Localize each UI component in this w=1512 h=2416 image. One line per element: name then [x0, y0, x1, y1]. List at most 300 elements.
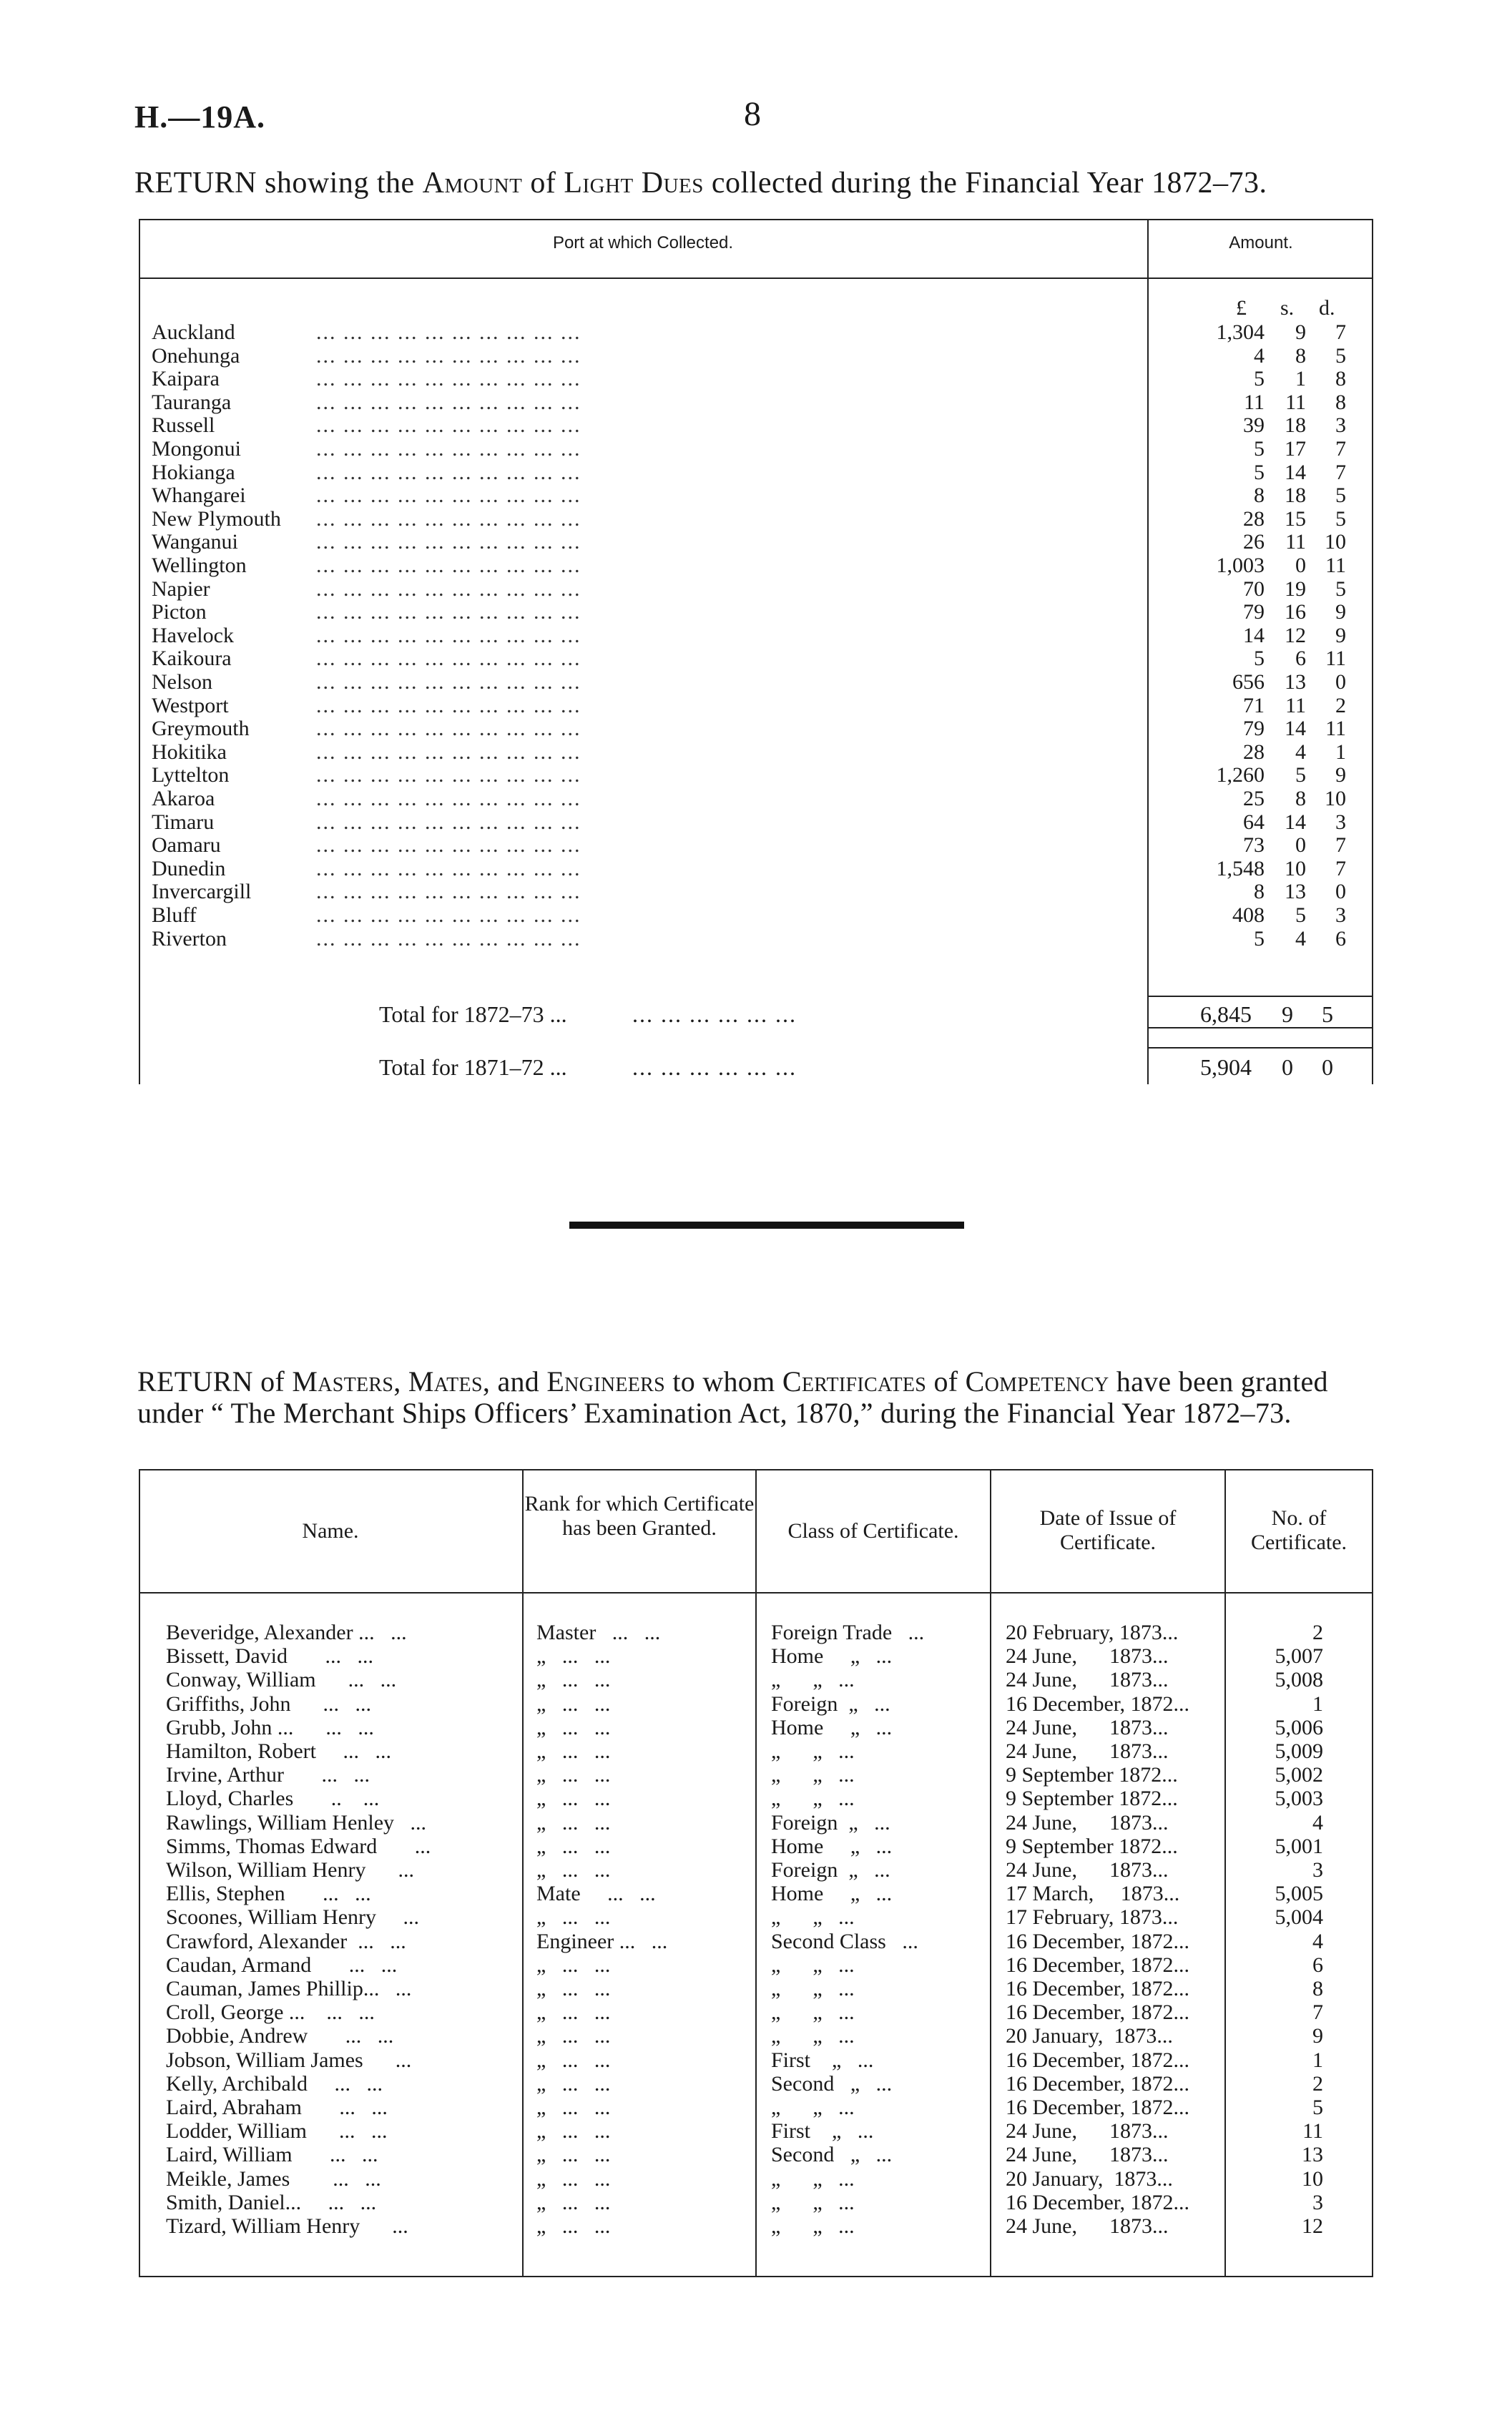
leader-dots: ... ... ... ... ... ... ... ... ... ...	[316, 623, 581, 647]
holder-name: Lloyd, Charles .. ...	[166, 1787, 380, 1811]
issue-date: 24 June, 1873...	[1006, 1715, 1169, 1739]
amount-shillings: 4	[1295, 740, 1306, 764]
certificate-row	[139, 1953, 1373, 1976]
page-number: 8	[744, 95, 761, 133]
certificate-class: „ „ ...	[771, 1668, 855, 1692]
amount-shillings: 0	[1295, 554, 1306, 577]
certificate-row	[139, 1930, 1373, 1953]
certificate-row	[139, 1621, 1373, 1644]
amount-shillings: 17	[1285, 437, 1306, 461]
holder-name: Hamilton, Robert ... ...	[166, 1739, 391, 1763]
pence-unit: d.	[1319, 296, 1335, 320]
port-name: Mongonui	[152, 437, 242, 461]
port-name: Oamaru	[152, 833, 221, 858]
amount-shillings: 16	[1285, 600, 1306, 624]
amount-pence: 3	[1335, 413, 1346, 438]
holder-name: Scoones, William Henry ...	[166, 1905, 420, 1930]
certificate-number: 11	[1302, 2119, 1323, 2144]
issue-date: 24 June, 1873...	[1006, 2214, 1169, 2238]
certificate-row	[139, 2000, 1373, 2023]
port-name: Wanganui	[152, 530, 238, 554]
port-row	[152, 740, 1368, 763]
total-1872-shillings: 9	[1282, 1001, 1293, 1027]
certificate-number: 5,003	[1275, 1787, 1323, 1811]
issue-date: 20 February, 1873...	[1006, 1621, 1179, 1644]
total-1871-pounds: 5,904	[1200, 1054, 1252, 1080]
issue-date: 24 June, 1873...	[1006, 1810, 1169, 1835]
rank: „ ... ...	[536, 1977, 611, 2000]
amount-pence: 7	[1335, 460, 1346, 484]
certificate-class: Foreign „ ...	[771, 1691, 890, 1716]
rank: „ ... ...	[536, 2024, 611, 2048]
amount-pounds: 11	[1244, 390, 1265, 414]
amount-pounds: 14	[1243, 623, 1265, 647]
rank: „ ... ...	[536, 1953, 611, 1977]
issue-date: 20 January, 1873...	[1006, 2166, 1173, 2191]
amount-pence: 3	[1335, 810, 1346, 834]
port-row	[152, 833, 1368, 856]
port-row	[152, 903, 1368, 926]
port-name: Bluff	[152, 903, 197, 927]
issue-date: 24 June, 1873...	[1006, 1644, 1169, 1669]
holder-name: Conway, William ... ...	[166, 1668, 397, 1692]
certificate-class: Home „ ...	[771, 1715, 893, 1739]
leader-dots: ... ... ... ... ... ... ... ... ... ...	[316, 460, 581, 484]
amount-pounds: 39	[1243, 413, 1265, 438]
rank: „ ... ...	[536, 1691, 611, 1716]
leader-dots: ... ... ... ... ... ... ... ... ... ...	[316, 530, 581, 554]
port-row	[152, 927, 1368, 950]
certificate-class: „ „ ...	[771, 2024, 855, 2048]
total-rule	[1149, 1047, 1372, 1049]
certificate-row	[139, 2119, 1373, 2142]
amount-shillings: 13	[1285, 670, 1306, 694]
leader-dots: ... ... ... ... ... ... ... ... ... ...	[316, 390, 581, 414]
amount-pounds: 28	[1243, 740, 1265, 764]
issue-date: 17 March, 1873...	[1006, 1882, 1180, 1906]
rank: Master ... ...	[536, 1621, 661, 1644]
certificate-row	[139, 1905, 1373, 1928]
total-rule	[1149, 996, 1372, 997]
amount-pounds: 5	[1254, 437, 1265, 461]
port-row	[152, 647, 1368, 669]
certificate-number: 1	[1312, 1691, 1323, 1716]
amount-pounds: 1,304	[1216, 320, 1265, 344]
amount-pounds: 1,003	[1216, 554, 1265, 577]
rank: „ ... ...	[536, 2000, 611, 2025]
amount-shillings: 6	[1295, 647, 1306, 671]
issue-date: 16 December, 1872...	[1006, 2071, 1190, 2096]
certificate-row	[139, 1739, 1373, 1762]
amount-pounds: 64	[1243, 810, 1265, 834]
amount-pounds: 1,260	[1216, 763, 1265, 787]
port-name: Invercargill	[152, 880, 252, 904]
document-reference: H.—19A.	[134, 99, 265, 134]
rank: „ ... ...	[536, 2214, 611, 2238]
port-row	[152, 461, 1368, 483]
certificate-number: 10	[1302, 2166, 1323, 2191]
rank: „ ... ...	[536, 1668, 611, 1692]
amount-shillings: 5	[1295, 763, 1306, 787]
port-name: Napier	[152, 576, 210, 601]
amount-pence: 9	[1335, 763, 1346, 787]
amount-pence: 7	[1335, 833, 1346, 858]
leader-dots: ... ... ... ... ... ... ... ... ... ...	[316, 506, 581, 531]
certificate-number: 8	[1312, 1977, 1323, 2000]
certificate-class: Second „ ...	[771, 2143, 893, 2167]
table-border	[1372, 219, 1373, 1084]
certificates-title: RETURN of Masters, Mates, and Engineers to whom Certificates of Competency have been granted under “ The Merchant Ships Officers’ Examination Act, 1870,” during the Financial Year 1872–73.	[137, 1365, 1328, 1429]
amount-pounds: 5	[1254, 460, 1265, 484]
port-row	[152, 600, 1368, 623]
amount-pence: 1	[1335, 740, 1346, 764]
leader-dots: ... ... ... ... ... ... ... ... ... ...	[316, 740, 581, 764]
amount-pounds: 73	[1243, 833, 1265, 858]
port-row	[152, 763, 1368, 786]
amount-pence: 10	[1325, 787, 1346, 810]
column-header-name: Name.	[302, 1519, 359, 1543]
amount-shillings: 9	[1295, 320, 1306, 344]
amount-pence: 7	[1335, 437, 1346, 461]
holder-name: Cauman, James Phillip... ...	[166, 1977, 412, 2000]
certificate-number: 4	[1312, 1929, 1323, 1953]
holder-name: Laird, Abraham ... ...	[166, 2096, 388, 2119]
holder-name: Wilson, William Henry ...	[166, 1858, 414, 1882]
certificate-class: „ „ ...	[771, 2000, 855, 2025]
certificate-class: „ „ ...	[771, 1953, 855, 1977]
holder-name: Lodder, William ... ...	[166, 2119, 388, 2144]
certificate-class: First „ ...	[771, 2048, 874, 2072]
certificate-number: 5,002	[1275, 1763, 1323, 1787]
amount-pounds: 656	[1232, 670, 1265, 694]
rank: „ ... ...	[536, 2190, 611, 2214]
certificate-number: 4	[1312, 1810, 1323, 1835]
certificate-row	[139, 1858, 1373, 1881]
amount-shillings: 12	[1285, 623, 1306, 647]
certificate-class: Home „ ...	[771, 1644, 893, 1669]
total-1872-label: Total for 1872–73 ...	[379, 1001, 567, 1027]
port-name: Auckland	[152, 320, 235, 344]
issue-date: 24 June, 1873...	[1006, 2119, 1169, 2144]
certificate-class: Home „ ...	[771, 1834, 893, 1858]
leader-dots: ... ... ... ... ... ... ... ... ... ...	[316, 693, 581, 717]
leader-dots: ... ... ... ... ... ... ... ... ... ...	[316, 903, 581, 927]
table-border	[139, 219, 140, 1084]
holder-name: Griffiths, John ... ...	[166, 1691, 371, 1716]
issue-date: 16 December, 1872...	[1006, 2048, 1190, 2072]
certificate-row	[139, 2072, 1373, 2095]
amount-shillings: 15	[1285, 506, 1306, 531]
leader-dots: ... ... ... ... ... ... ... ... ... ...	[316, 717, 581, 741]
amount-pence: 8	[1335, 367, 1346, 391]
leader-dots: ... ... ... ... ... ... ... ... ... ...	[316, 647, 581, 671]
amount-pounds: 8	[1254, 483, 1265, 508]
rank: „ ... ...	[536, 1739, 611, 1763]
port-row	[152, 320, 1368, 343]
certificate-number: 6	[1312, 1953, 1323, 1977]
light-dues-title: RETURN showing the Amount of Light Dues collected during the Financial Year 1872–73.	[134, 167, 1267, 200]
port-name: Kaipara	[152, 367, 220, 391]
certificate-row	[139, 2191, 1373, 2214]
column-header-port: Port at which Collected.	[552, 233, 734, 252]
certificate-class: „ „ ...	[771, 1787, 855, 1811]
table-border	[139, 219, 1373, 220]
certificate-number: 5,001	[1275, 1834, 1323, 1858]
leader-dots: ... ... ... ... ... ... ... ... ... ...	[316, 413, 581, 438]
certificate-row	[139, 1787, 1373, 1809]
issue-date: 16 December, 1872...	[1006, 2190, 1190, 2214]
amount-shillings: 18	[1285, 413, 1306, 438]
port-row	[152, 530, 1368, 553]
header-divider	[139, 278, 1373, 279]
port-row	[152, 391, 1368, 413]
port-name: Greymouth	[152, 717, 250, 741]
issue-date: 24 June, 1873...	[1006, 1668, 1169, 1692]
leader-dots: ... ... ... ... ... ... ... ... ... ...	[316, 320, 581, 344]
amount-shillings: 0	[1295, 833, 1306, 858]
leader-dots: ... ... ... ... ... ... ... ... ... ...	[316, 926, 581, 951]
certificate-number: 5,004	[1275, 1905, 1323, 1930]
amount-pounds: 408	[1232, 903, 1265, 927]
light-dues-table: Port at which Collected. Amount. £ s. d. Auckland ... ... ... ... ... ... ... ... ... ... 1,304 9 7 Onehunga ... ... ... ... ... ... ... ... ... ... 4 8 5 Kaipara ... ... ... ... ... ... ... ... ... ... 5 1 8 Tauranga ... ... ... ... ... ... ... ... ... ... 11 11 8 Russell ... ... ... ... ... ... ... ... ... ... 39 18 3 Mongonui ... ... ... ... ... ... ... ... ... ... 5 17 7 Hokianga ... ... ... ... ... ... ... ... ... ... 5 14 7 Whangarei ... ... ... ... ... ... ... ... ... ... 8 18 5 New Plymouth ... ... ... ... ... ... ... ... ... ... 28 15 5 Wanganui ... ... ... ... ... ... ... ... ... ... 26 11 10 Wellington ... ... ... ... ... ... ... ... ... ... 1,003 0 11 Napier ... ... ... ... ... ... ... ... ... ... 70 19 5 Picton ... ... ... ... ... ... ... ... ... ... 79 16 9 Havelock ... ... ... ... ... ... ... ... ... ... 14 12 9 Kaikoura ... ... ... ... ... ... ... ... ... ... 5 6 11 Nelson ... ... ... ... ... ... ... ... ... ... 656 13 0 Westport ... ... ... ... ... ... ... ... ... ... 71 11 2 Greymouth ... ... ... ... ... ... ... ... ... ... 79 14 11 Hokitika ... ... ... ... ... ... ... ... ... ... 28 4 1 Lyttelton ... ... ... ... ... ... ... ... ... ... 1,260 5 9 Akaroa ... ... ... ... ... ... ... ... ... ... 25 8 10 Timaru ... ... ... ... ... ... ... ... ... ... 64 14 3 Oamaru ... ... ... ... ... ... ... ... ... ... 73 0 7 Dunedin ... ... ... ... ... ... ... ... ... ... 1,548 10 7 Invercargill ... ... ... ... ... ... ... ... ... ... 8 13 0 Bluff ... ... ... ... ... ... ... ... ... ... 408 5 3 Riverton ... ... ... ... ... ... ... ... ... ... 5 4 6 Total for 1872–73 ... ... ... ... ... ... ... 6,845 9 5 Total for 1871–72 ... ... ... ... ... ... ... 5,904 0 0	[139, 219, 1373, 1084]
amount-shillings: 4	[1295, 926, 1306, 951]
amount-pence: 8	[1335, 390, 1346, 414]
rank: Engineer ... ...	[536, 1929, 668, 1953]
issue-date: 16 December, 1872...	[1006, 1953, 1190, 1977]
amount-pence: 0	[1335, 880, 1346, 904]
certificate-row	[139, 1811, 1373, 1834]
port-name: New Plymouth	[152, 506, 281, 531]
certificate-class: „ „ ...	[771, 2166, 855, 2191]
certificate-class: Foreign Trade ...	[771, 1621, 925, 1644]
certificate-row	[139, 2167, 1373, 2190]
certificate-row	[139, 1835, 1373, 1857]
certificate-class: Home „ ...	[771, 1882, 893, 1906]
amount-pounds: 79	[1243, 717, 1265, 741]
certificate-number: 2	[1312, 2071, 1323, 2096]
certificate-class: First „ ...	[771, 2119, 874, 2144]
port-row	[152, 880, 1368, 903]
certificate-row	[139, 2143, 1373, 2166]
amount-shillings: 18	[1285, 483, 1306, 508]
amount-pounds: 1,548	[1216, 856, 1265, 880]
leader-dots: ... ... ... ... ... ... ... ... ... ...	[316, 810, 581, 834]
amount-shillings: 8	[1295, 343, 1306, 368]
certificate-row	[139, 1692, 1373, 1715]
issue-date: 9 September 1872...	[1006, 1763, 1178, 1787]
certificate-class: Foreign „ ...	[771, 1810, 890, 1835]
amount-pence: 7	[1335, 856, 1346, 880]
rank: „ ... ...	[536, 1787, 611, 1811]
certificate-number: 5,009	[1275, 1739, 1323, 1763]
certificate-number: 9	[1312, 2024, 1323, 2048]
amount-shillings: 19	[1285, 576, 1306, 601]
issue-date: 20 January, 1873...	[1006, 2024, 1173, 2048]
column-header-rank: Rank for which Certificate has been Granted.	[524, 1492, 755, 1540]
rank: „ ... ...	[536, 2096, 611, 2119]
amount-shillings: 11	[1285, 390, 1306, 414]
amount-pence: 11	[1325, 554, 1346, 577]
amount-pounds: 71	[1243, 693, 1265, 717]
amount-shillings: 8	[1295, 787, 1306, 810]
amount-pence: 5	[1335, 343, 1346, 368]
amount-shillings: 13	[1285, 880, 1306, 904]
port-row	[152, 694, 1368, 717]
port-name: Tauranga	[152, 390, 232, 414]
amount-pence: 10	[1325, 530, 1346, 554]
leader-dots: ... ... ... ... ... ... ... ... ... ...	[316, 670, 581, 694]
column-header-amount: Amount.	[1229, 233, 1293, 252]
port-row	[152, 787, 1368, 810]
issue-date: 24 June, 1873...	[1006, 1858, 1169, 1882]
issue-date: 16 December, 1872...	[1006, 1977, 1190, 2000]
amount-shillings: 14	[1285, 810, 1306, 834]
total-1871-shillings: 0	[1282, 1054, 1293, 1080]
port-name: Riverton	[152, 926, 227, 951]
certificate-number: 12	[1302, 2214, 1323, 2238]
certificate-number: 5,008	[1275, 1668, 1323, 1692]
certificate-row	[139, 1644, 1373, 1667]
certificate-number: 1	[1312, 2048, 1323, 2072]
port-name: Westport	[152, 693, 229, 717]
amount-shillings: 14	[1285, 460, 1306, 484]
rank: „ ... ...	[536, 2048, 611, 2072]
port-row	[152, 554, 1368, 576]
rank: „ ... ...	[536, 1810, 611, 1835]
leader-dots: ... ... ... ... ... ... ... ... ... ...	[316, 576, 581, 601]
holder-name: Beveridge, Alexander ... ...	[166, 1621, 407, 1644]
holder-name: Jobson, William James ...	[166, 2048, 412, 2072]
port-row	[152, 507, 1368, 530]
issue-date: 16 December, 1872...	[1006, 1929, 1190, 1953]
holder-name: Irvine, Arthur ... ...	[166, 1763, 370, 1787]
amount-pence: 2	[1335, 693, 1346, 717]
title-word: RETURN	[134, 167, 257, 200]
issue-date: 17 February, 1873...	[1006, 1905, 1179, 1930]
port-name: Nelson	[152, 670, 212, 694]
port-row	[152, 670, 1368, 693]
issue-date: 16 December, 1872...	[1006, 1691, 1190, 1716]
holder-name: Grubb, John ... ... ...	[166, 1715, 374, 1739]
amount-pence: 3	[1335, 903, 1346, 927]
port-row	[152, 483, 1368, 506]
certificate-row	[139, 2214, 1373, 2237]
holder-name: Laird, William ... ...	[166, 2143, 378, 2167]
port-name: Hokitika	[152, 740, 227, 764]
port-name: Hokianga	[152, 460, 235, 484]
leader-dots: ... ... ... ... ... ... ... ... ... ...	[316, 367, 581, 391]
leader-dots: ... ... ... ... ... ... ... ... ... ...	[316, 833, 581, 858]
certificate-class: „ „ ...	[771, 1977, 855, 2000]
total-1872-pounds: 6,845	[1200, 1001, 1252, 1027]
certificate-row	[139, 1977, 1373, 2000]
port-row	[152, 344, 1368, 367]
amount-shillings: 10	[1285, 856, 1306, 880]
certificate-row	[139, 1716, 1373, 1739]
amount-pounds: 8	[1254, 880, 1265, 904]
holder-name: Croll, George ... ... ...	[166, 2000, 375, 2025]
certificate-number: 3	[1312, 1858, 1323, 1882]
amount-pence: 9	[1335, 623, 1346, 647]
amount-pounds: 26	[1243, 530, 1265, 554]
amount-pence: 7	[1335, 320, 1346, 344]
certificate-class: Foreign „ ...	[771, 1858, 890, 1882]
leader-dots: ... ... ... ... ... ... ... ... ... ...	[316, 763, 581, 787]
rank: „ ... ...	[536, 1715, 611, 1739]
leader-dots: ... ... ... ... ... ... ... ... ... ...	[316, 856, 581, 880]
port-name: Russell	[152, 413, 215, 438]
certificate-class: „ „ ...	[771, 2190, 855, 2214]
port-row	[152, 810, 1368, 833]
port-row	[152, 413, 1368, 436]
holder-name: Bissett, David ... ...	[166, 1644, 373, 1669]
amount-pounds: 5	[1254, 367, 1265, 391]
certificate-class: Second „ ...	[771, 2071, 893, 2096]
holder-name: Crawford, Alexander ... ...	[166, 1929, 406, 1953]
column-header-number: No. of Certificate.	[1250, 1506, 1347, 1554]
port-row	[152, 624, 1368, 647]
amount-shillings: 11	[1285, 530, 1306, 554]
section-divider	[569, 1222, 964, 1229]
holder-name: Tizard, William Henry ...	[166, 2214, 408, 2238]
port-name: Onehunga	[152, 343, 240, 368]
port-row	[152, 857, 1368, 880]
port-name: Lyttelton	[152, 763, 230, 787]
leader-dots: ... ... ... ... ... ... ... ... ... ...	[316, 554, 581, 577]
leader-dots: ... ... ... ... ... ... ... ... ... ...	[316, 787, 581, 810]
rank: „ ... ...	[536, 1644, 611, 1669]
issue-date: 16 December, 1872...	[1006, 2000, 1190, 2025]
leader-dots: ... ... ... ... ... ... ... ... ... ...	[316, 483, 581, 508]
certificate-row	[139, 1763, 1373, 1786]
leader-dots: ... ... ... ... ... ... ... ... ... ...	[316, 880, 581, 904]
certificates-table	[139, 1469, 1373, 2277]
certificate-row	[139, 1668, 1373, 1691]
amount-pounds: 5	[1254, 926, 1265, 951]
holder-name: Kelly, Archibald ... ...	[166, 2071, 383, 2096]
port-name: Timaru	[152, 810, 215, 834]
port-row	[152, 577, 1368, 600]
amount-pence: 11	[1325, 647, 1346, 671]
port-name: Picton	[152, 600, 207, 624]
amount-pounds: 70	[1243, 576, 1265, 601]
certificate-number: 2	[1312, 1621, 1323, 1644]
port-name: Akaroa	[152, 787, 215, 810]
rank: „ ... ...	[536, 1763, 611, 1787]
amount-pounds: 79	[1243, 600, 1265, 624]
certificate-class: „ „ ...	[771, 1739, 855, 1763]
certificate-row	[139, 2048, 1373, 2071]
issue-date: 24 June, 1873...	[1006, 1739, 1169, 1763]
port-name: Whangarei	[152, 483, 246, 508]
rank: „ ... ...	[536, 2071, 611, 2096]
amount-pounds: 25	[1243, 787, 1265, 810]
rank: „ ... ...	[536, 2119, 611, 2144]
certificate-row	[139, 1882, 1373, 1905]
port-name: Havelock	[152, 623, 234, 647]
holder-name: Ellis, Stephen ... ...	[166, 1882, 371, 1906]
rank: „ ... ...	[536, 1858, 611, 1882]
total-1872-pence: 5	[1322, 1001, 1333, 1027]
rank: „ ... ...	[536, 1905, 611, 1930]
leader-dots: ... ... ... ... ... ... ... ... ... ...	[316, 437, 581, 461]
rank: „ ... ...	[536, 2143, 611, 2167]
leader-dots: ... ... ... ... ... ... ... ... ... ...	[316, 343, 581, 368]
port-name: Kaikoura	[152, 647, 232, 671]
certificate-class: „ „ ...	[771, 1763, 855, 1787]
amount-pence: 0	[1335, 670, 1346, 694]
holder-name: Smith, Daniel... ... ...	[166, 2190, 377, 2214]
